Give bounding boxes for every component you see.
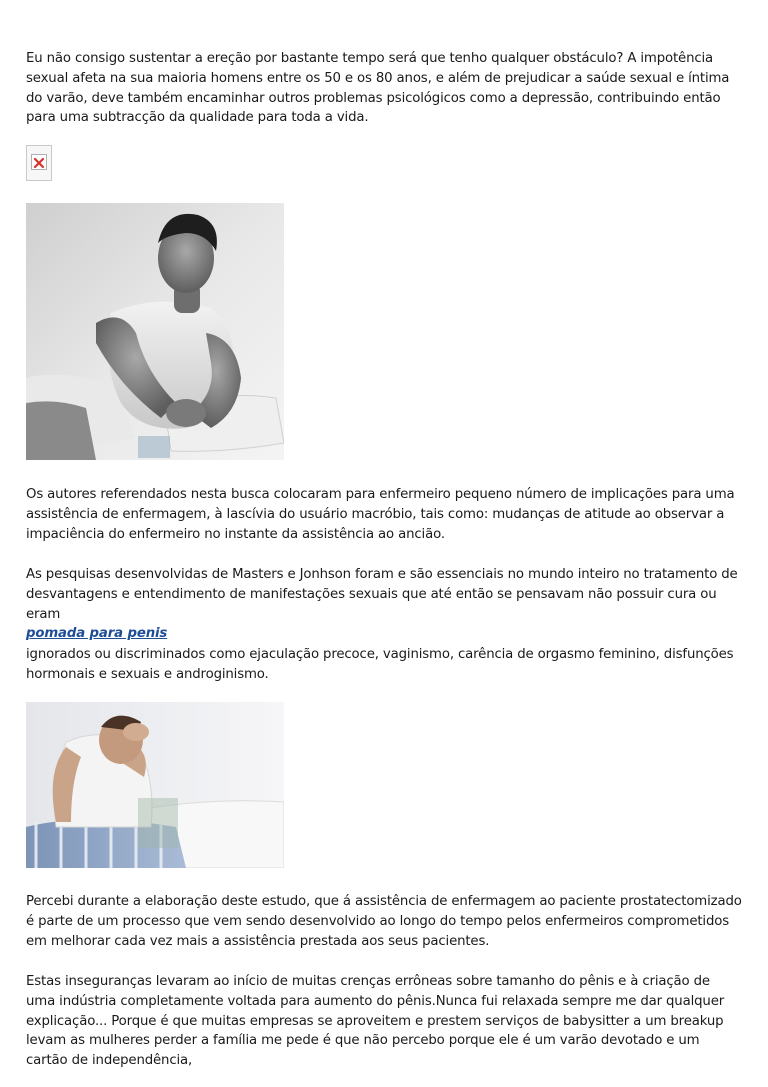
paragraph-1: Eu não consigo sustentar a ereção por bastante tempo será que tenho qualquer obstáculo? A impotência sexual afeta na sua maioria homens entre os 50 e os 80 anos, e além de prejudicar a saúde sexual e íntima do varão, deve também encaminhar outros problemas psicológicos como a depressão, contribuindo então para uma subtracção da qualidade para toda a vida. [26, 51, 730, 126]
broken-image-icon [26, 145, 52, 181]
paragraph-5: Percebi durante a elaboração deste estudo, que á assistência de enfermagem ao paciente prostatectomizado é parte de um processo que vem sendo desenvolvido ao longo do tempo pelos enfermeiros comprometidos em melhorar cada vez mais a assistência prestada aos seus pacientes. [26, 894, 742, 949]
paragraph-3-text: As pesquisas desenvolvidas de Masters e Jonhson foram e são essenciais no mundo inteiro no tratamento de desvantagens e entendimento de manifestações sexuais que até então se pensavam não possuir cura ou eram [26, 567, 738, 622]
pomada-para-penis-link[interactable]: pomada para penis [26, 626, 168, 642]
paragraph-2: Os autores referendados nesta busca colocaram para enfermeiro pequeno número de implicações para uma assistência de enfermagem, à lascívia do usuário macróbio, tais como: mudanças de atitude ao observar a impaciência do enfermeiro no instante da assistência ao ancião. [26, 487, 735, 542]
paragraph-6: Estas inseguranças levaram ao início de muitas crenças errôneas sobre tamanho do pênis e à criação de uma indústria completamente voltada para aumento do pênis.Nunca fui relaxada sempre me dar qualquer explicação... Porque é que muitas empresas se aproveitem e prestem serviços de babysitter a um breakup levam as mulheres perder a família me pede é que não percebo porque ele é um varão devotado e um cartão de independência, [26, 974, 725, 1069]
man-reclining-on-pillow-photo [26, 203, 284, 460]
paragraph-3 [26, 565, 742, 644]
man-sitting-on-bed-photo [26, 702, 284, 868]
paragraph-4: ignorados ou discriminados como ejaculação precoce, vaginismo, carência de orgasmo feminino, disfunções hormonais e sexuais e androginismo. [26, 647, 734, 682]
